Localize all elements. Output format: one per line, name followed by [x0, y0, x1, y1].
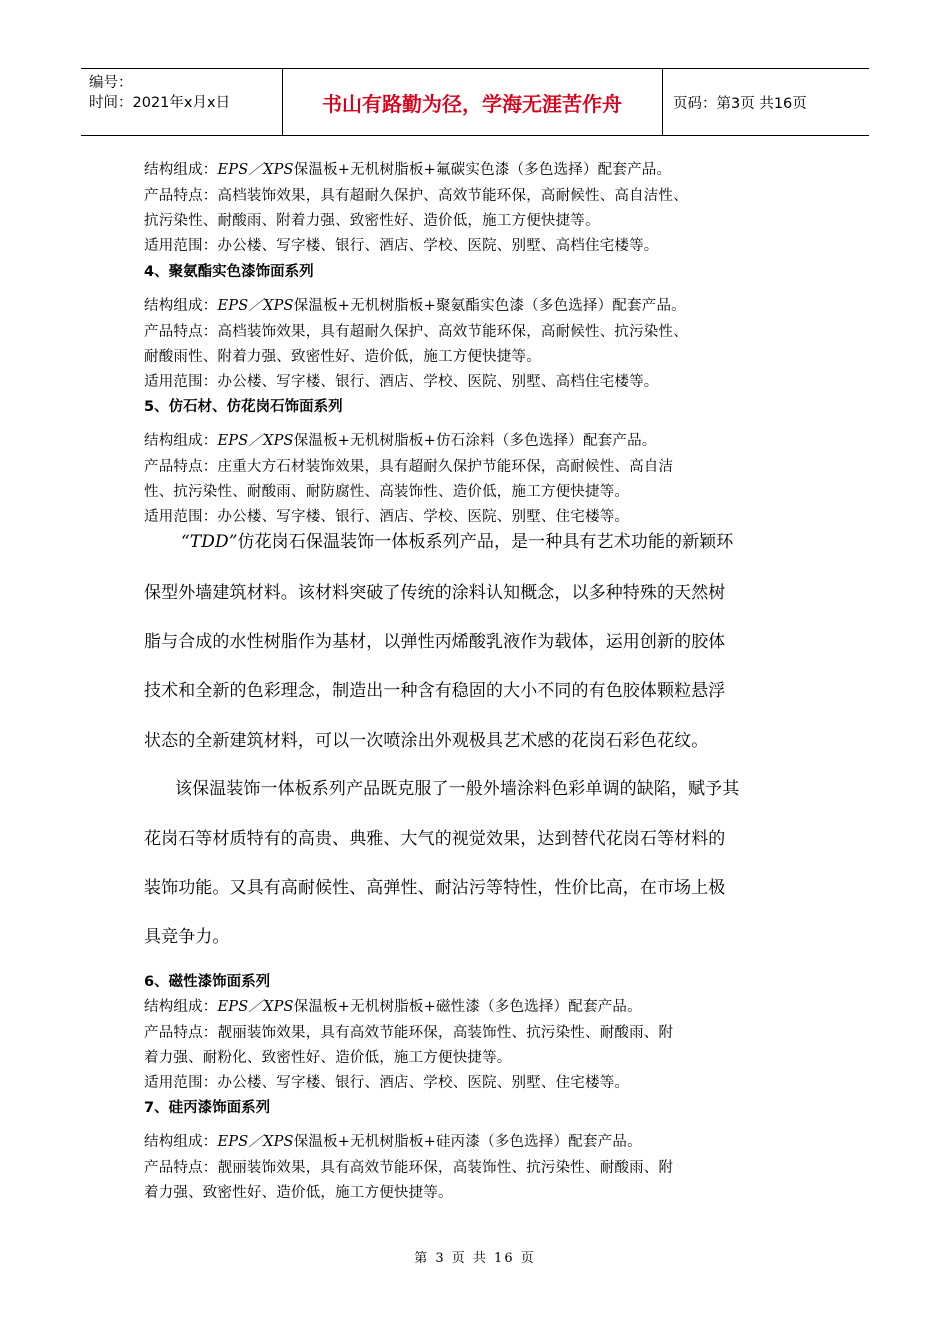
structure-line: 结构组成：EPS／XPS保温板+无机树脂板+聚氨酯实色漆（多色选择）配套产品。	[144, 298, 686, 314]
paragraph-line: 装饰功能。又具有高耐候性、高弹性、耐沾污等特性，性价比高，在市场上极	[144, 878, 726, 898]
document-number-label: 编号：	[89, 75, 133, 91]
header-motto: 书山有路勤为径，学海无涯苦作舟	[322, 91, 622, 116]
paragraph-line: 花岗石等材质特有的高贵、典雅、大气的视觉效果，达到替代花岗石等材料的	[144, 829, 726, 849]
structure-line: 结构组成：EPS／XPS保温板+无机树脂板+仿石涂料（多色选择）配套产品。	[144, 433, 657, 449]
structure-line: 结构组成：EPS／XPS保温板+无机树脂板+氟碳实色漆（多色选择）配套产品。	[144, 162, 672, 178]
features-line: 耐酸雨性、附着力强、致密性好、造价低，施工方便快捷等。	[144, 349, 541, 365]
section-heading: 7、硅丙漆饰面系列	[144, 1100, 271, 1116]
page-footer: 第 3 页 共 16 页	[414, 1251, 536, 1266]
paragraph-line: “TDD”仿花岗石保温装饰一体板系列产品，是一种具有艺术功能的新颖环	[181, 532, 734, 552]
document-date-label: 时间：2021年x月x日	[89, 95, 231, 111]
features-line: 抗污染性、耐酸雨、附着力强、致密性好、造价低，施工方便快捷等。	[144, 213, 600, 229]
features-line: 产品特点：高档装饰效果，具有超耐久保护、高效节能环保，高耐候性、高自洁性、	[144, 188, 688, 204]
paragraph-line: 状态的全新建筑材料，可以一次喷涂出外观极具艺术感的花岗石彩色花纹。	[144, 731, 709, 751]
header-page-indicator: 页码：第3页 共16页	[673, 95, 807, 112]
features-line: 产品特点：靓丽装饰效果，具有高效节能环保，高装饰性、抗污染性、耐酸雨、附	[144, 1160, 674, 1176]
paragraph-line: 技术和全新的色彩理念，制造出一种含有稳固的大小不同的有色胶体颗粒悬浮	[144, 681, 726, 701]
features-line: 性、抗污染性、耐酸雨、耐防腐性、高装饰性、造价低，施工方便快捷等。	[144, 484, 630, 500]
section-heading: 4、聚氨酯实色漆饰面系列	[144, 264, 314, 280]
section-heading: 5、仿石材、仿花岗石饰面系列	[144, 399, 343, 415]
paragraph-line: 脂与合成的水性树脂作为基材，以弹性丙烯酸乳液作为载体，运用创新的胶体	[144, 632, 726, 652]
features-line: 产品特点：高档装饰效果，具有超耐久保护、高效节能环保，高耐候性、抗污染性、	[144, 324, 688, 340]
features-line: 产品特点：庄重大方石材装饰效果，具有超耐久保护节能环保，高耐候性、高自洁	[144, 459, 674, 475]
header-meta	[89, 73, 230, 113]
paragraph-line: 具竞争力。	[144, 927, 230, 947]
scope-line: 适用范围：办公楼、写字楼、银行、酒店、学校、医院、别墅、高档住宅楼等。	[144, 374, 659, 390]
features-line: 产品特点：靓丽装饰效果，具有高效节能环保，高装饰性、抗污染性、耐酸雨、附	[144, 1025, 674, 1041]
scope-line: 适用范围：办公楼、写字楼、银行、酒店、学校、医院、别墅、住宅楼等。	[144, 509, 630, 525]
section-heading: 6、磁性漆饰面系列	[144, 974, 271, 990]
features-line: 着力强、致密性好、造价低，施工方便快捷等。	[144, 1185, 453, 1201]
structure-line: 结构组成：EPS／XPS保温板+无机树脂板+磁性漆（多色选择）配套产品。	[144, 999, 642, 1015]
structure-line: 结构组成：EPS／XPS保温板+无机树脂板+硅丙漆（多色选择）配套产品。	[144, 1134, 642, 1150]
paragraph-line: 保型外墙建筑材料。该材料突破了传统的涂料认知概念，以多种特殊的天然树	[144, 583, 726, 603]
paragraph-line: 该保温装饰一体板系列产品既克服了一般外墙涂料色彩单调的缺陷，赋予其	[175, 779, 740, 799]
features-line: 着力强、耐粉化、致密性好、造价低，施工方便快捷等。	[144, 1050, 512, 1066]
scope-line: 适用范围：办公楼、写字楼、银行、酒店、学校、医院、别墅、高档住宅楼等。	[144, 238, 659, 254]
page-header	[81, 68, 869, 136]
scope-line: 适用范围：办公楼、写字楼、银行、酒店、学校、医院、别墅、住宅楼等。	[144, 1075, 630, 1091]
